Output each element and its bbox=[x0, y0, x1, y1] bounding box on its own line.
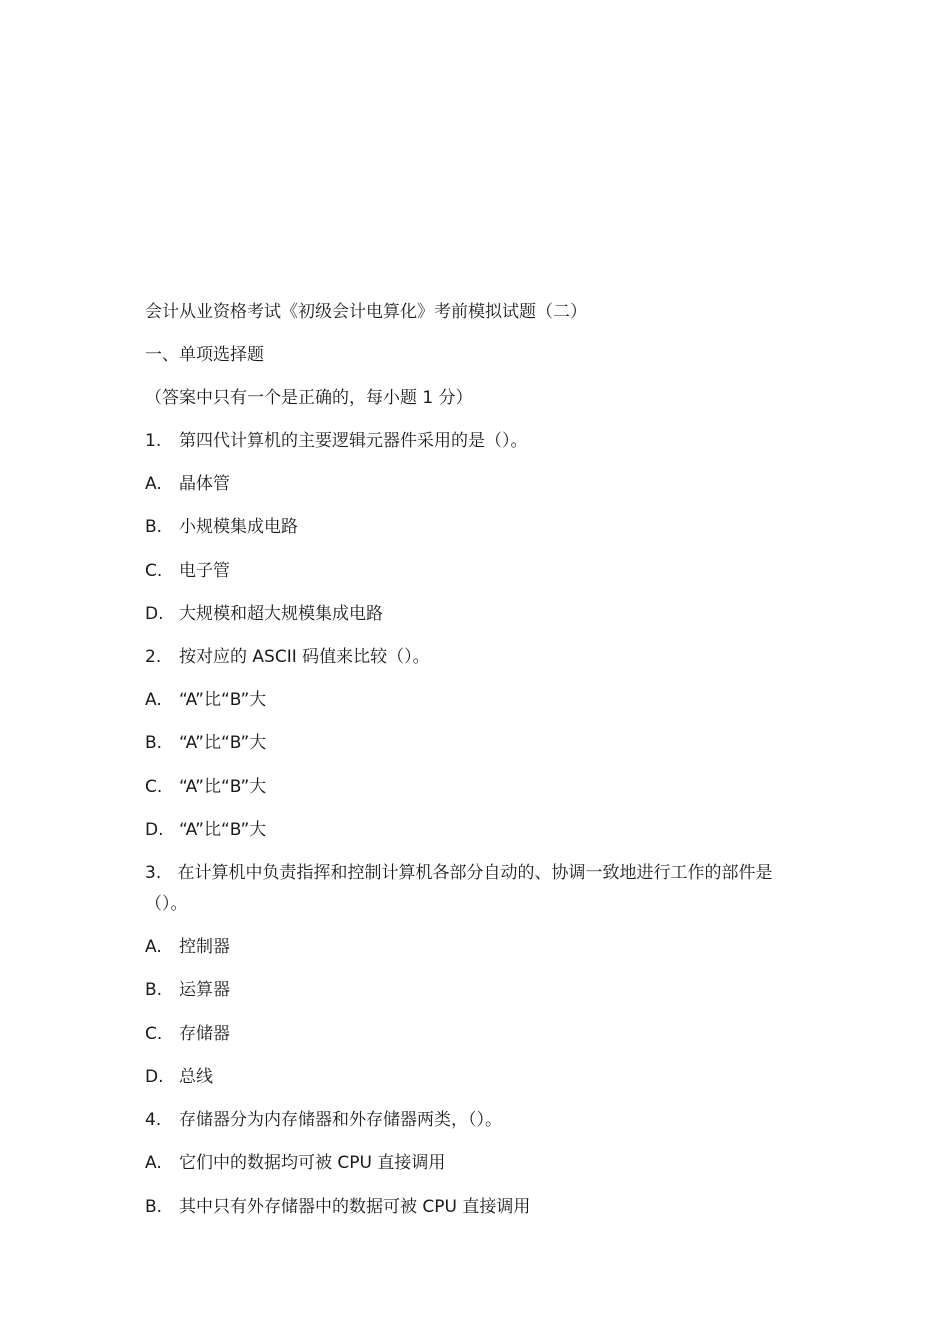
option-label: C. bbox=[145, 561, 163, 581]
question-text: 第四代计算机的主要逻辑元器件采用的是（）。 bbox=[179, 431, 528, 451]
option-text: 运算器 bbox=[179, 980, 230, 1000]
option-label: D. bbox=[145, 820, 164, 840]
question-4 bbox=[145, 1105, 825, 1135]
instruction-note: （答案中只有一个是正确的，每小题 1 分） bbox=[145, 388, 473, 408]
question-text: 存储器分为内存储器和外存储器两类，（）。 bbox=[179, 1110, 502, 1130]
option-label: B. bbox=[145, 1197, 163, 1217]
option-text: 晶体管 bbox=[179, 474, 230, 494]
question-number: 4. bbox=[145, 1110, 162, 1130]
question-3-option-a bbox=[145, 932, 825, 962]
question-3 bbox=[145, 858, 810, 920]
question-2-option-a bbox=[145, 685, 825, 715]
option-text: “A”比“B”大 bbox=[179, 777, 267, 797]
question-4-option-a bbox=[145, 1148, 825, 1178]
question-number: 2. bbox=[145, 647, 162, 667]
question-4-option-b bbox=[145, 1192, 825, 1222]
option-text: 它们中的数据均可被 CPU 直接调用 bbox=[179, 1153, 446, 1173]
question-3-option-b bbox=[145, 975, 825, 1005]
option-label: D. bbox=[145, 1067, 164, 1087]
option-label: A. bbox=[145, 937, 162, 957]
document-title: 会计从业资格考试《初级会计电算化》考前模拟试题（二） bbox=[145, 302, 587, 322]
option-text: 存储器 bbox=[179, 1024, 230, 1044]
question-2-option-d bbox=[145, 815, 825, 845]
question-number: 3. bbox=[145, 863, 162, 883]
question-text: 在计算机中负责指挥和控制计算机各部分自动的、协调一致地进行工作的部件是（）。 bbox=[145, 863, 773, 914]
question-2-option-c bbox=[145, 772, 825, 802]
option-label: B. bbox=[145, 517, 163, 537]
question-1-option-d bbox=[145, 599, 825, 629]
option-label: D. bbox=[145, 604, 164, 624]
question-2 bbox=[145, 642, 825, 672]
section-heading: 一、单项选择题 bbox=[145, 345, 264, 365]
question-1-option-c bbox=[145, 556, 825, 586]
option-text: 电子管 bbox=[179, 561, 230, 581]
question-1-option-b bbox=[145, 512, 825, 542]
option-label: A. bbox=[145, 1153, 162, 1173]
option-label: B. bbox=[145, 980, 163, 1000]
option-label: A. bbox=[145, 690, 162, 710]
question-1 bbox=[145, 426, 825, 456]
question-3-option-c bbox=[145, 1019, 825, 1049]
option-text: 控制器 bbox=[179, 937, 230, 957]
option-text: 小规模集成电路 bbox=[179, 517, 298, 537]
option-text: 总线 bbox=[179, 1067, 213, 1087]
option-text: 其中只有外存储器中的数据可被 CPU 直接调用 bbox=[179, 1197, 531, 1217]
option-label: B. bbox=[145, 733, 163, 753]
question-2-option-b bbox=[145, 728, 825, 758]
option-text: 大规模和超大规模集成电路 bbox=[179, 604, 383, 624]
option-text: “A”比“B”大 bbox=[179, 733, 267, 753]
option-label: C. bbox=[145, 777, 163, 797]
question-text: 按对应的 ASCII 码值来比较（）。 bbox=[179, 647, 430, 667]
question-1-option-a bbox=[145, 469, 825, 499]
option-label: C. bbox=[145, 1024, 163, 1044]
option-label: A. bbox=[145, 474, 162, 494]
option-text: “A”比“B”大 bbox=[179, 820, 267, 840]
question-number: 1. bbox=[145, 431, 162, 451]
option-text: “A”比“B”大 bbox=[179, 690, 267, 710]
question-3-option-d bbox=[145, 1062, 825, 1092]
